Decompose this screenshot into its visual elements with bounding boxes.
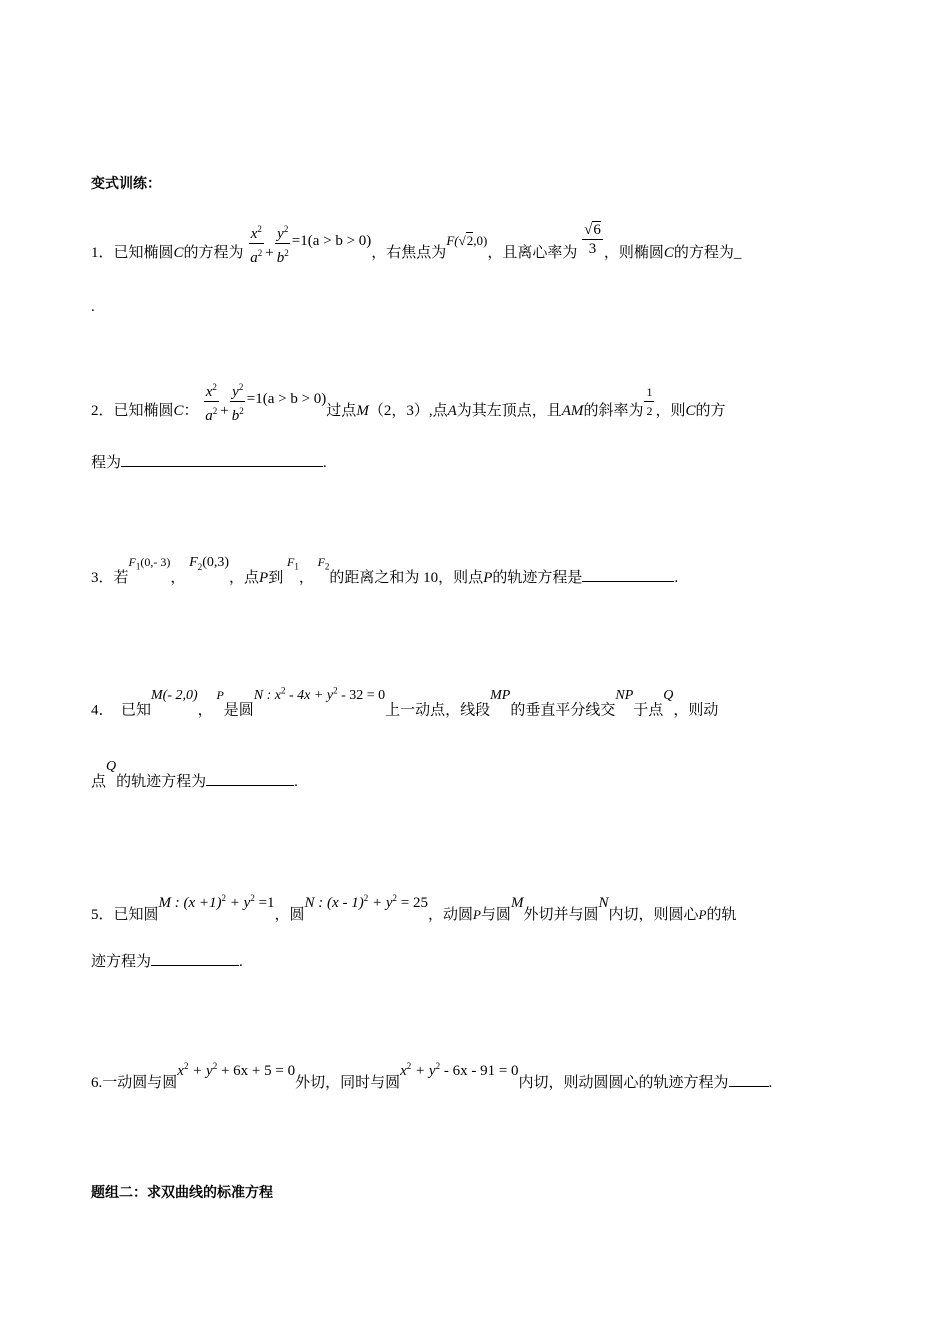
q1-text-5: 的方程为_	[673, 244, 742, 261]
q5-text-4: 外切并与圆	[523, 907, 599, 923]
q1-number: 1．已知椭圆	[91, 244, 174, 261]
q4-number: 4． 已知	[91, 702, 152, 719]
q1-text-2: ，右焦点为	[371, 244, 447, 261]
q4-answer-blank[interactable]	[206, 771, 294, 786]
q5-text-3: 与圆	[480, 907, 511, 923]
q4-end: .	[294, 774, 298, 790]
q2-var-c: C	[173, 402, 184, 419]
q3-number: 3．若	[91, 570, 129, 586]
section-heading-variant-training: 变式训练：	[91, 176, 161, 192]
q3-text-1: ，点	[229, 570, 260, 586]
q4-var-q2: Q	[106, 759, 117, 774]
q4-var-np: NP	[615, 687, 634, 703]
question-4	[91, 685, 719, 722]
q3-f2-point: $F_2(0,3)$	[189, 555, 230, 572]
q6-circle-2: $x^2 + y^2 - 6x - 91 = 0$	[400, 1061, 519, 1079]
q1-tail: .	[91, 299, 95, 315]
q3-f1-label: F1	[286, 555, 299, 572]
q2-line-2	[91, 452, 327, 473]
q2-frac-y: $\frac{y^2}{b^2}$	[230, 378, 246, 425]
q5-circle-n: N : $(x - 1)^2 + y^2 = 25$	[304, 893, 428, 911]
q2-text-2: 过点	[326, 402, 357, 419]
q2-end: .	[323, 455, 327, 471]
q6-end: .	[768, 1075, 773, 1091]
q5-answer-blank[interactable]	[151, 951, 239, 966]
q2-eq-rest: =1(a > b > 0)	[246, 390, 327, 407]
q6-text-2: 内切，则动圆圆心的轨迹方程为	[518, 1075, 729, 1091]
q2-slope: $\frac{1}{2}$	[646, 385, 653, 418]
q2-var-c2: C	[685, 402, 696, 419]
question-6	[91, 1061, 773, 1093]
q6-circle-1: $x^2 + y^2 + 6x + 5 = 0$	[177, 1061, 296, 1079]
q4-line2-text-a: 点	[91, 774, 107, 790]
q3-answer-blank[interactable]	[582, 567, 674, 582]
q3-f2-label: F2	[317, 555, 330, 572]
q2-var-m: M	[356, 402, 369, 419]
q4-text-1: 是圆	[223, 702, 254, 719]
q5-text-1: ，圆	[274, 907, 305, 923]
q3-end: .	[674, 570, 679, 586]
q1-var-c2: C	[663, 244, 674, 261]
q1-text: 的方程为	[183, 244, 244, 261]
q5-line2-text: 迹方程为	[91, 954, 152, 970]
q1-focus: F(√2,0)	[446, 232, 488, 248]
q2-text-5: 的斜率为	[583, 402, 644, 419]
q4-text-5: ，则动	[673, 702, 719, 719]
q1-eq-rest: =1(a > b > 0)	[291, 232, 372, 249]
q5-text-2: ，动圆	[427, 907, 473, 923]
q6-text-1: 外切，同时与圆	[295, 1075, 401, 1091]
q2-text-6: ，则	[655, 402, 686, 419]
q2-number: 2．已知椭圆	[91, 402, 174, 419]
q3-text-4: 的距离之和为 10，则点	[329, 570, 484, 586]
q1-eccentricity: $\frac{√6}{3}$	[584, 222, 601, 257]
q5-number: 5．已知圆	[91, 907, 159, 923]
q3-text-3: ，	[298, 570, 314, 586]
q2-var-a: A	[447, 402, 457, 419]
question-1: 1．已知椭圆C的方程为 $\frac{x^2}{a^2}$ + $\frac{y^2}{b^2}$ =1(a > b > 0)，右焦点为F(√2,0)，且离心率为 $\frac{√6}{3}$ ，则椭圆C的方程为_	[91, 222, 742, 266]
q4-var-p: P	[216, 687, 224, 702]
q3-var-p: P	[259, 570, 269, 586]
q4-text-3: 的垂直平分线交	[510, 702, 616, 719]
q2-var-am: AM	[561, 402, 584, 419]
question-5	[91, 893, 737, 925]
q1-var-c: C	[173, 244, 184, 261]
q6-answer-blank[interactable]	[729, 1072, 769, 1087]
q4-var-mp: MP	[490, 687, 511, 703]
q5-end: .	[239, 954, 243, 970]
question-2: 2．已知椭圆C： $\frac{x^2}{a^2}$ + $\frac{y^2}{b^2}$ =1(a > b > 0)过点M（2，3）,点A为其左顶点，且AM的斜率为 $\frac{1}{2}$ ，则C的方	[91, 388, 726, 435]
q4-circle-eq: N : $x^2 - 4x + y^2 - 32 = 0$	[253, 685, 386, 703]
q3-text-2: 到	[268, 570, 284, 586]
q5-text-5: 内切，则圆心	[608, 907, 699, 923]
q5-circle-m: M : $(x +1)^2 + y^2 =1$	[158, 893, 275, 911]
q4-text-4: 于点	[633, 702, 664, 719]
q2-colon: ：	[183, 402, 199, 419]
q3-sep: ，	[170, 570, 186, 586]
q2-text-4: 为其左顶点，且	[456, 402, 562, 419]
q5-var-m: M	[510, 895, 524, 911]
q4-sep: ，	[197, 702, 213, 719]
q2-text-3: （2，3）,点	[368, 402, 448, 419]
q3-text-5: 的轨迹方程是	[492, 570, 583, 586]
section-heading-hyperbola: 题组二：求双曲线的标准方程	[91, 1185, 273, 1201]
question-3	[91, 555, 679, 593]
q4-var-q: Q	[663, 687, 674, 703]
q1-frac-y: $\frac{y^2}{b^2}$	[275, 220, 291, 267]
q2-text-7: 的方	[695, 402, 726, 419]
q1-text-4: ，则椭圆	[603, 244, 664, 261]
q3-f1-point: F1(0,- 3)	[128, 555, 171, 572]
q2-line2-text: 程为	[91, 455, 122, 471]
q1-text-3: ，且离心率为	[487, 244, 578, 261]
q4-text-2: 上一动点，线段	[385, 702, 491, 719]
q5-text-6: 的轨	[706, 907, 737, 923]
q1-frac-x: $\frac{x^2}{a^2}$	[248, 220, 264, 267]
q2-frac-x: $\frac{x^2}{a^2}$	[203, 378, 219, 425]
q6-number: 6.一动圆与圆	[91, 1075, 178, 1091]
q5-var-p: P	[472, 907, 481, 922]
q2-answer-blank[interactable]	[121, 452, 323, 467]
q4-line2-text-b: 的轨迹方程为	[116, 774, 207, 790]
q4-line-2	[91, 759, 298, 793]
q3-var-p2: P	[483, 570, 493, 586]
q5-line-2	[91, 951, 243, 972]
q5-var-p2: P	[698, 907, 707, 922]
q5-var-n: N	[598, 895, 609, 911]
q4-point-m: M(- 2,0)	[151, 687, 198, 703]
